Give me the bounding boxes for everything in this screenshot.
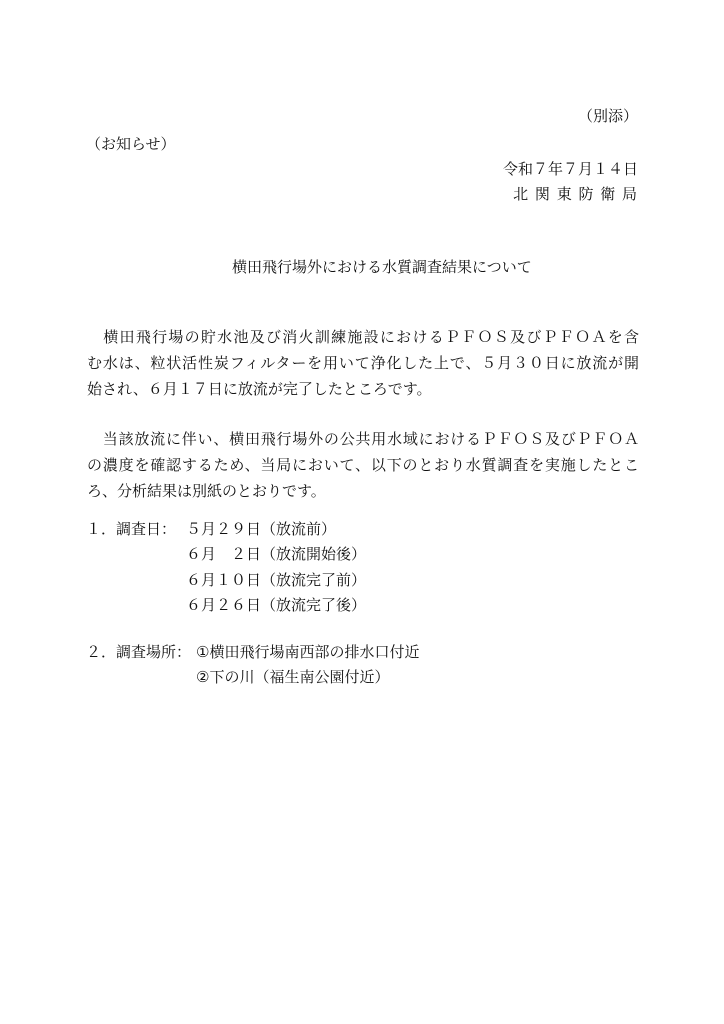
document-date: 令和７年７月１４日 <box>502 160 638 178</box>
paragraph-1-line: む水は、粒状活性炭フィルターを用いて浄化した上で、５月３０日に放流が開 <box>87 354 639 372</box>
paragraph-2-line: の濃度を確認するため、当局において、以下のとおり水質調査を実施したとこ <box>87 456 639 474</box>
paragraph-1 <box>87 324 639 402</box>
paragraph-2 <box>87 426 639 504</box>
survey-date-item: ５月２９日（放流前） <box>186 520 337 538</box>
survey-dates-label: １．調査日： <box>86 520 177 538</box>
paragraph-2-line: 当該放流に伴い、横田飛行場外の公共用水域におけるＰＦＯＳ及びＰＦＯＡ <box>87 430 639 448</box>
survey-date-item: ６月１０日（放流完了前） <box>186 571 367 589</box>
paragraph-1-line: 始され、６月１７日に放流が完了したところです。 <box>87 380 432 398</box>
document-title: 横田飛行場外における水質調査結果について <box>232 258 532 276</box>
attachment-label: （別添） <box>577 107 638 125</box>
survey-location-item: ①横田飛行場南西部の排水口付近 <box>196 643 420 661</box>
survey-date-item: ６月 ２日（放流開始後） <box>186 545 367 563</box>
survey-location-item: ②下の川（福生南公園付近） <box>196 668 390 686</box>
notice-label: （お知らせ） <box>86 135 176 153</box>
survey-date-item: ６月２６日（放流完了後） <box>186 596 367 614</box>
paragraph-2-line: ろ、分析結果は別紙のとおりです。 <box>87 482 326 500</box>
issuer-name: 北 関 東 防 衛 局 <box>513 185 638 203</box>
survey-locations-label: ２．調査場所： <box>86 643 192 661</box>
paragraph-1-line: 横田飛行場の貯水池及び消火訓練施設におけるＰＦＯＳ及びＰＦＯＡを含 <box>87 328 639 346</box>
